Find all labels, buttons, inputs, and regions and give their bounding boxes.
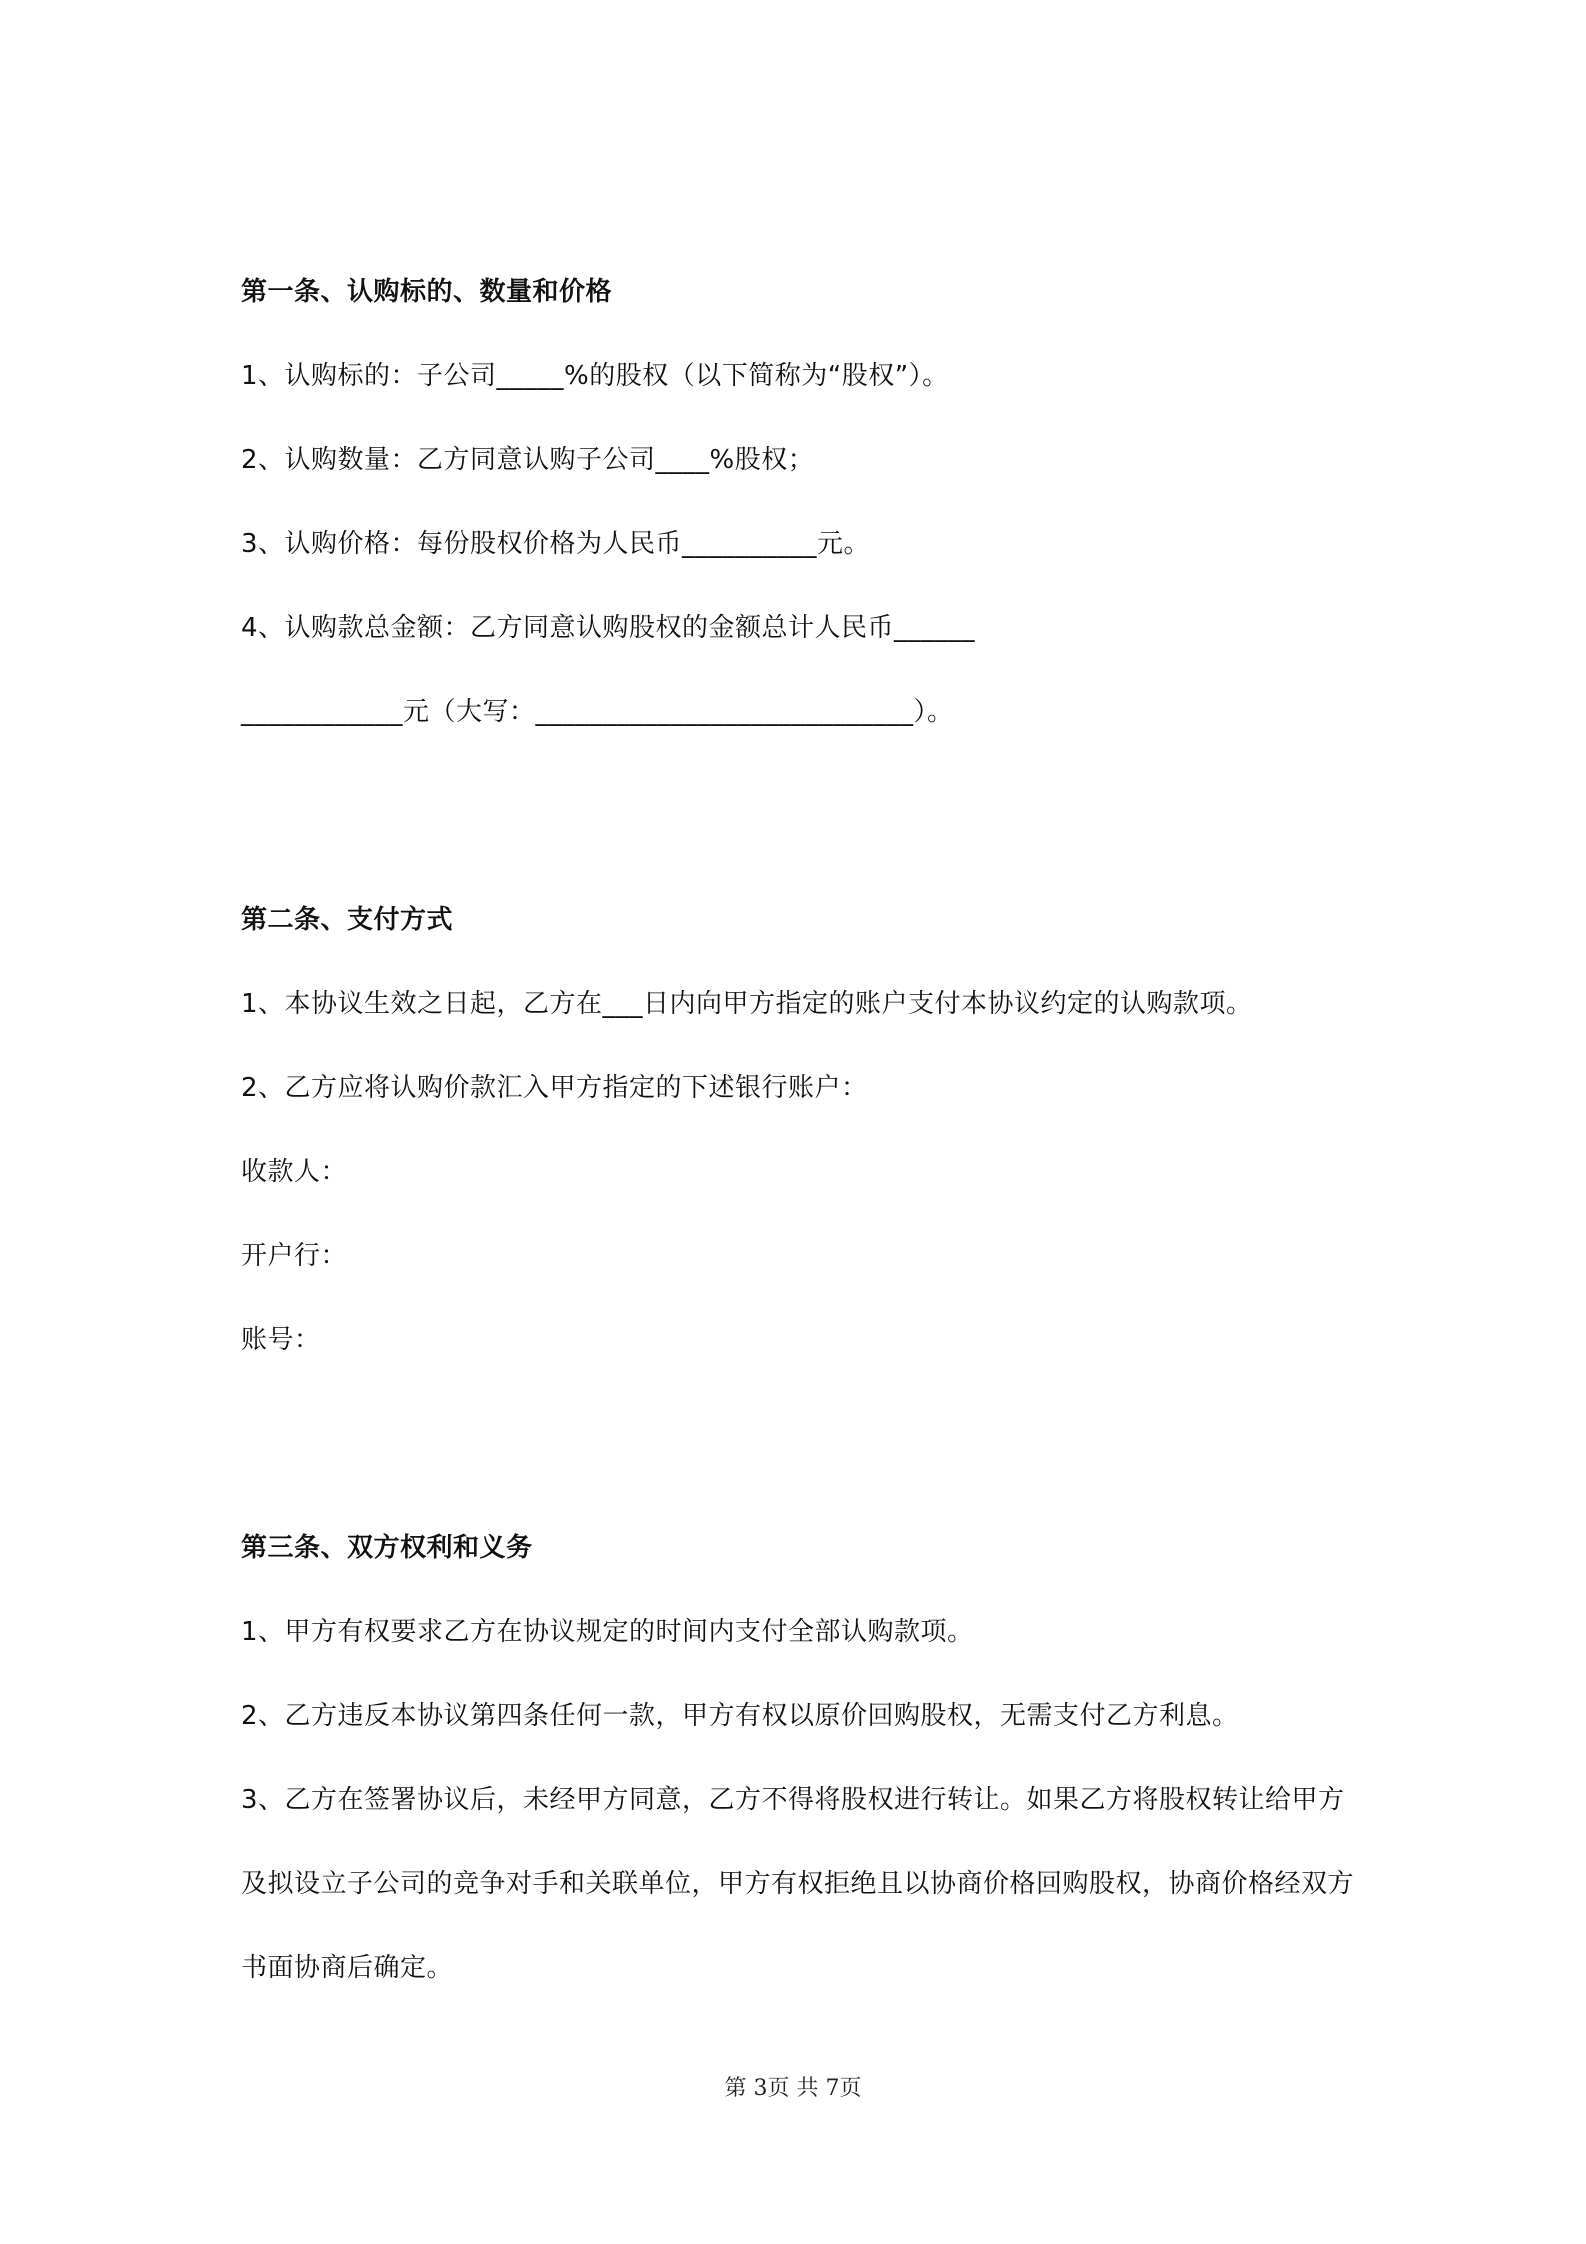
article-1-item-4: 4、认购款总金额：乙方同意认购股权的金额总计人民币______ [241,613,976,643]
bank-label: 开户行： [241,1241,348,1271]
article-2-item-1: 1、本协议生效之日起，乙方在___日内向甲方指定的账户支付本协议约定的认购款项。 [241,989,1253,1019]
article-3-item-1: 1、甲方有权要求乙方在协议规定的时间内支付全部认购款项。 [241,1617,974,1647]
article-1-item-4-continued: ____________元（大写：____________________________）。 [241,697,954,727]
article-2-item-2: 2、乙方应将认购价款汇入甲方指定的下述银行账户： [241,1073,868,1103]
article-3-heading: 第三条、双方权利和义务 [241,1533,533,1563]
article-2-heading: 第二条、支付方式 [241,905,454,935]
page-number: 第 3页 共 7页 [724,2076,862,2101]
article-3-item-3: 3、乙方在签署协议后，未经甲方同意，乙方不得将股权进行转让。如果乙方将股权转让给甲方 [241,1785,1345,1815]
article-1-item-3: 3、认购价格：每份股权价格为人民币__________元。 [241,529,871,559]
article-3-item-2: 2、乙方违反本协议第四条任何一款，甲方有权以原价回购股权，无需支付乙方利息。 [241,1701,1239,1731]
article-3-item-3-continued-1: 及拟设立子公司的竞争对手和关联单位，甲方有权拒绝且以协商价格回购股权，协商价格经双方 [241,1869,1355,1899]
article-1-heading: 第一条、认购标的、数量和价格 [241,277,613,307]
payee-label: 收款人： [241,1157,348,1187]
article-1-item-1: 1、认购标的：子公司_____%的股权（以下简称为“股权”）。 [241,361,949,391]
article-3-item-3-continued-2: 书面协商后确定。 [241,1953,454,1983]
article-1-item-2: 2、认购数量：乙方同意认购子公司____%股权； [241,445,815,475]
account-number-label: 账号： [241,1325,321,1355]
